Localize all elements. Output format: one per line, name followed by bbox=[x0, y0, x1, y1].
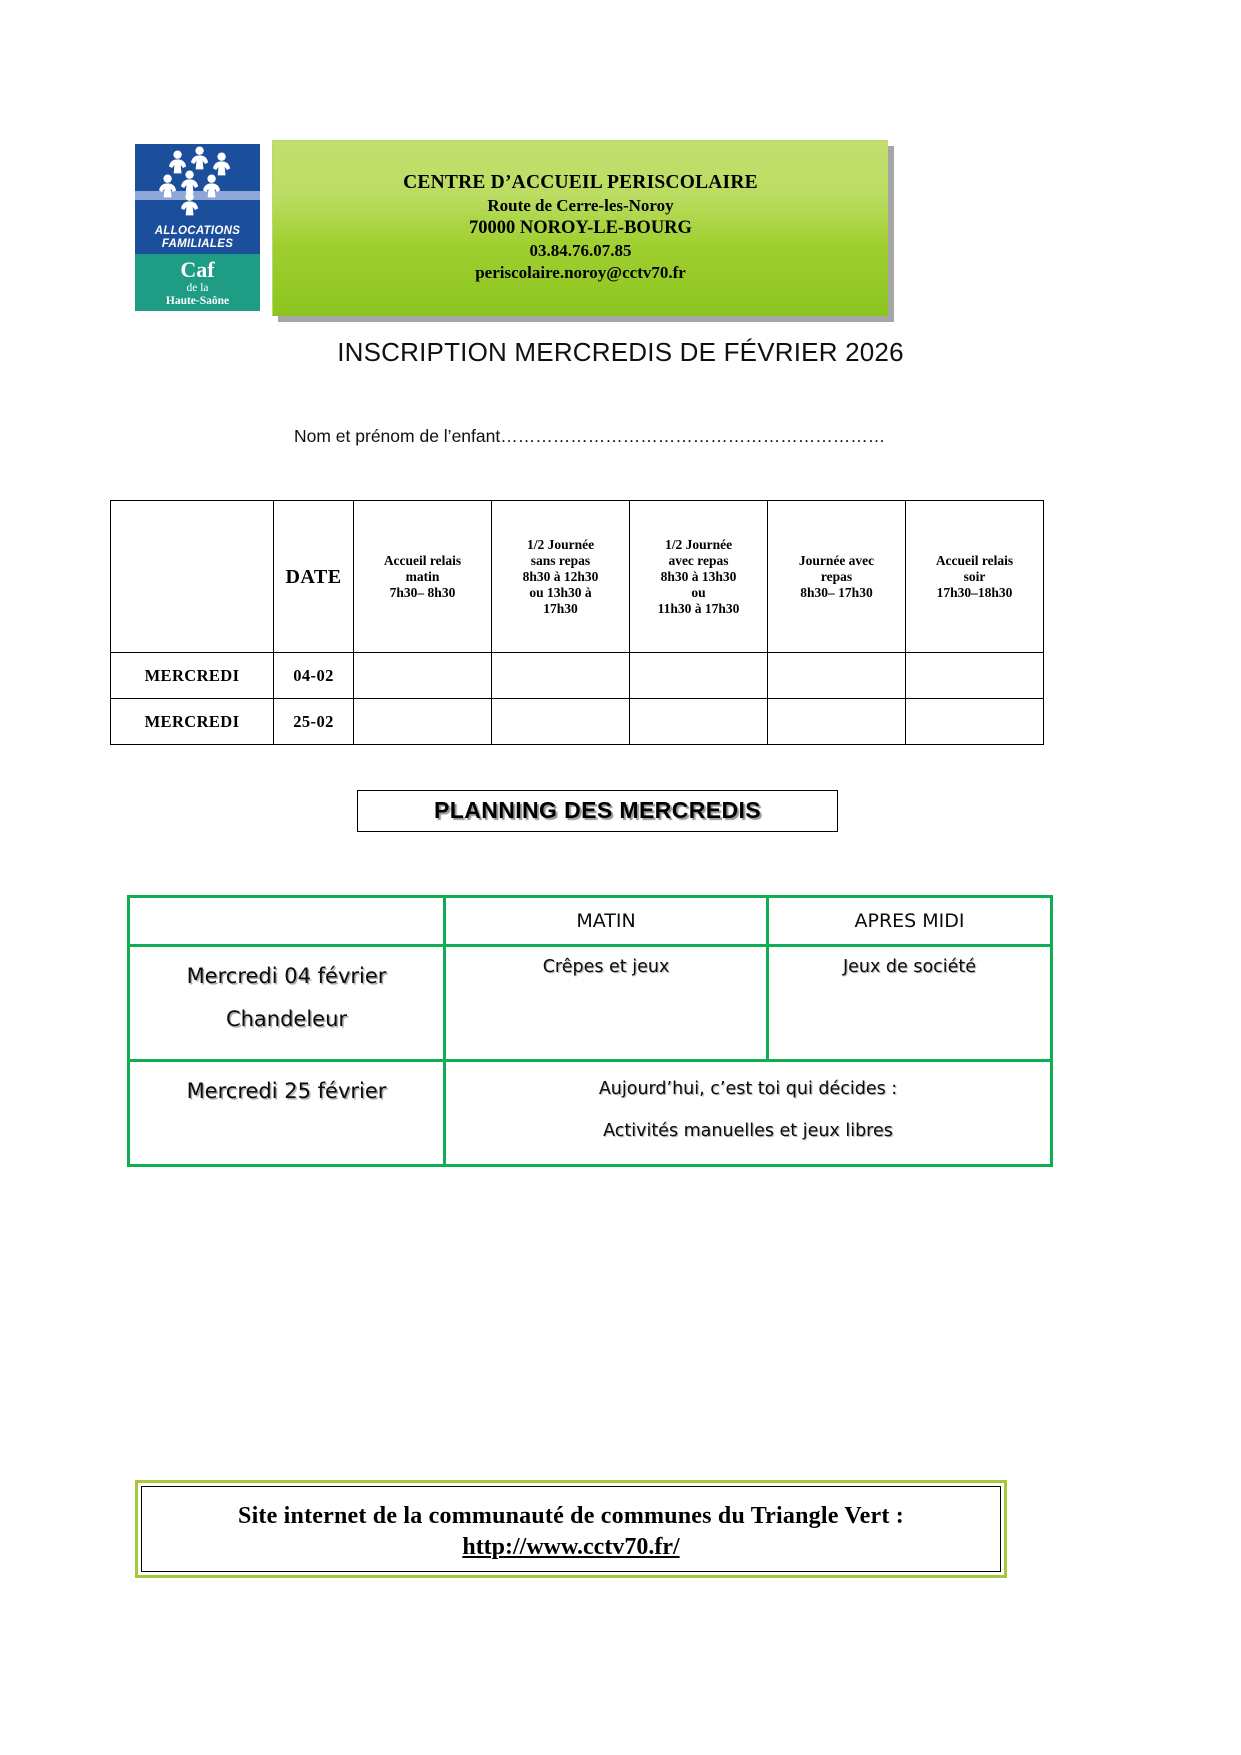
table-row bbox=[111, 699, 1044, 745]
footer-website-url[interactable]: http://www.cctv70.fr/ bbox=[462, 1534, 680, 1560]
header-line: soir bbox=[963, 568, 986, 584]
header-date: DATE bbox=[274, 501, 354, 653]
table-row bbox=[111, 653, 1044, 699]
header-line: avec repas bbox=[668, 552, 729, 568]
centre-name: CENTRE D’ACCUEIL PERISCOLAIRE bbox=[403, 172, 758, 193]
inscription-table bbox=[110, 500, 1044, 745]
header-blank-cell bbox=[111, 501, 274, 653]
child-name-label: Nom et prénom de l’enfant bbox=[294, 426, 501, 446]
planning-activity-line-1: Aujourd’hui, c’est toi qui décides : bbox=[598, 1079, 898, 1099]
document-header bbox=[0, 0, 1241, 330]
header-line: Accueil relais bbox=[383, 552, 462, 568]
planning-header-matin: MATIN bbox=[445, 897, 768, 946]
header-line: 7h30– 8h30 bbox=[389, 584, 456, 600]
caf-familiales-line: FAMILIALES bbox=[161, 237, 234, 250]
caf-word: Caf bbox=[180, 257, 215, 282]
child-name-dots: ………………………………………………………… bbox=[500, 426, 886, 446]
family-figures-icon bbox=[135, 144, 260, 220]
planning-title-box bbox=[357, 790, 838, 832]
centre-street: Route de Cerre-les-Noroy bbox=[487, 196, 674, 215]
footer-box bbox=[135, 1480, 1007, 1578]
planning-day-date: Mercredi 04 février bbox=[186, 964, 387, 988]
checkbox-cell-demi-avec-repas[interactable] bbox=[630, 653, 768, 699]
checkbox-cell-accueil-soir[interactable] bbox=[906, 653, 1044, 699]
planning-afternoon-cell bbox=[768, 946, 1052, 1061]
caf-logo-blue-panel bbox=[135, 144, 260, 254]
planning-day-cell bbox=[129, 1061, 445, 1166]
header-line: matin bbox=[405, 568, 440, 584]
checkbox-cell-journee-avec-repas[interactable] bbox=[768, 699, 906, 745]
child-name-field[interactable] bbox=[294, 424, 885, 448]
planning-row bbox=[129, 946, 1052, 1061]
row-date: 04-02 bbox=[274, 653, 354, 699]
row-date: 25-02 bbox=[274, 699, 354, 745]
planning-morning-activity: Crêpes et jeux bbox=[542, 957, 670, 977]
header-line: ou bbox=[691, 584, 706, 600]
checkbox-cell-accueil-matin[interactable] bbox=[354, 653, 492, 699]
planning-table bbox=[127, 895, 1053, 1167]
address-banner bbox=[272, 140, 888, 316]
header-journee-avec-repas bbox=[768, 501, 906, 653]
inscription-table-head bbox=[111, 501, 1044, 653]
footer-inner-border bbox=[141, 1486, 1001, 1572]
inscription-table-body bbox=[111, 653, 1044, 745]
planning-day-cell bbox=[129, 946, 445, 1061]
planning-activity-line-2: Activités manuelles et jeux libres bbox=[603, 1121, 893, 1141]
header-line: Journée avec bbox=[798, 552, 875, 568]
address-banner-content bbox=[273, 141, 888, 284]
planning-afternoon-activity: Jeux de société bbox=[842, 957, 977, 977]
checkbox-cell-accueil-soir[interactable] bbox=[906, 699, 1044, 745]
checkbox-cell-demi-sans-repas[interactable] bbox=[492, 699, 630, 745]
planning-day-theme: Chandeleur bbox=[225, 1007, 348, 1031]
header-demi-journee-avec-repas bbox=[630, 501, 768, 653]
row-day-label: MERCREDI bbox=[111, 653, 274, 699]
checkbox-cell-journee-avec-repas[interactable] bbox=[768, 653, 906, 699]
planning-day-date: Mercredi 25 février bbox=[186, 1079, 387, 1103]
header-line: ou 13h30 à bbox=[529, 584, 592, 600]
header-line: Accueil relais bbox=[935, 552, 1014, 568]
caf-haute-saone: Haute-Saône bbox=[165, 295, 230, 307]
planning-full-day-cell bbox=[445, 1061, 1052, 1166]
checkbox-cell-accueil-matin[interactable] bbox=[354, 699, 492, 745]
caf-logo-teal-panel bbox=[135, 254, 260, 311]
caf-logo bbox=[135, 144, 260, 311]
planning-title: PLANNING DES MERCREDIS bbox=[434, 797, 761, 823]
header-demi-journee-sans-repas bbox=[492, 501, 630, 653]
header-accueil-relais-soir bbox=[906, 501, 1044, 653]
caf-de-la: de la bbox=[186, 282, 209, 294]
centre-city: 70000 NOROY-LE-BOURG bbox=[469, 218, 692, 238]
header-line: 11h30 à 17h30 bbox=[657, 600, 740, 616]
caf-allocations-line: ALLOCATIONS bbox=[154, 225, 241, 237]
caf-allocations-familiales-text bbox=[135, 225, 260, 250]
footer-website-label: Site internet de la communauté de communes du Triangle Vert : bbox=[238, 1503, 904, 1529]
planning-header-blank bbox=[129, 897, 445, 946]
header-line: sans repas bbox=[530, 552, 591, 568]
centre-email: periscolaire.noroy@cctv70.fr bbox=[475, 263, 686, 282]
header-accueil-relais-matin bbox=[354, 501, 492, 653]
header-line: 1/2 Journée bbox=[664, 536, 733, 552]
header-line: 8h30 à 13h30 bbox=[660, 568, 737, 584]
planning-header-row bbox=[129, 897, 1052, 946]
header-line: repas bbox=[820, 568, 853, 584]
checkbox-cell-demi-avec-repas[interactable] bbox=[630, 699, 768, 745]
header-line: 8h30 à 12h30 bbox=[522, 568, 599, 584]
page-title: INSCRIPTION MERCREDIS DE FÉVRIER 2026 bbox=[337, 337, 904, 367]
header-line: 17h30–18h30 bbox=[936, 584, 1013, 600]
checkbox-cell-demi-sans-repas[interactable] bbox=[492, 653, 630, 699]
planning-morning-cell bbox=[445, 946, 768, 1061]
planning-row bbox=[129, 1061, 1052, 1166]
planning-header-apres-midi: APRES MIDI bbox=[768, 897, 1052, 946]
header-line: 1/2 Journée bbox=[526, 536, 595, 552]
row-day-label: MERCREDI bbox=[111, 699, 274, 745]
planning-table-body bbox=[129, 897, 1052, 1166]
header-line: 8h30– 17h30 bbox=[800, 584, 873, 600]
header-line: 17h30 bbox=[543, 600, 578, 616]
table-header-row bbox=[111, 501, 1044, 653]
centre-phone: 03.84.76.07.85 bbox=[529, 241, 632, 260]
